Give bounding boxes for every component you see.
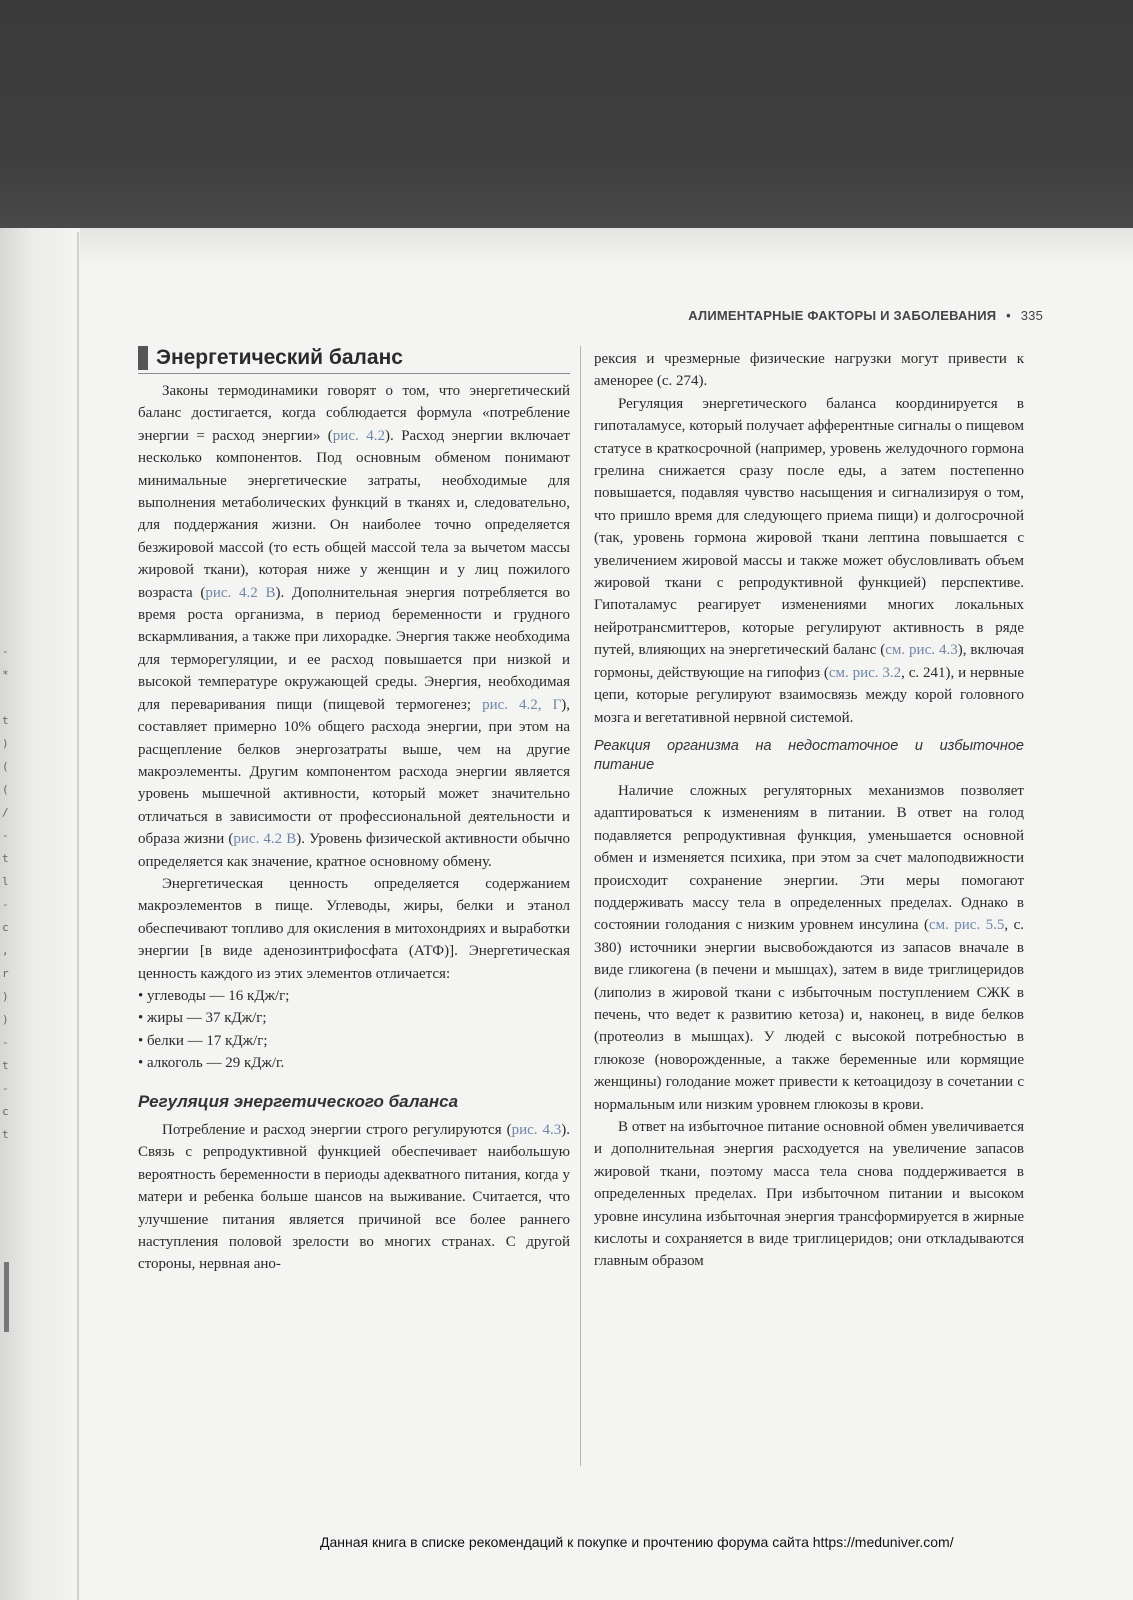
figure-ref-4-2-v-2[interactable]: рис. 4.2 В (233, 831, 297, 848)
column-divider (580, 346, 581, 1466)
paragraph-continuation: рексия и чрезмерные физические нагрузки могут привести к аменорее (с. 274). (594, 351, 1024, 390)
text-run: Регуляция энергетического баланса координируется в гипоталамусе, который получает афферентные сигналы о пищевом статусе в краткосрочной (например, уровень желудочного гормона грелина снижается сразу после еды, а затем постепенно повышается, подавляя чувство насыщения и сигнализируя о том, что пришло время для следующего приема пищи) и долгосрочной (так, уровень гормона жировой ткани лептина повышается с увеличением жировой массы и также может обусловливать объем жировой ткани с репродуктивной функцией) перспективе. Гипоталамус реагирует изменениями многих локальных нейротрансмиттеров, которые регулируют активность в ряде путей, влияющих на энергетический баланс ( (594, 395, 1024, 659)
facing-page-margin-fragments: - * t ) ( ( / - t l - c , r ) ) - t - c t (2, 645, 9, 1141)
figure-ref-4-3[interactable]: рис. 4.3 (511, 1122, 562, 1138)
figure-ref-4-2-g[interactable]: рис. 4.2, Г (482, 696, 562, 713)
section-title (138, 346, 570, 374)
text-run: ), включая гормоны, действующие на гипофиз ( (594, 642, 1024, 681)
margin-fragment-bar (4, 1262, 9, 1332)
page-top-shadow (80, 228, 1133, 268)
energy-value-list (138, 985, 570, 1075)
figure-ref-see-4-3[interactable]: см. рис. 4.3 (885, 642, 958, 659)
text-run: ). Уровень физической активности обычно определяется как значение, кратное основному обмену. (138, 831, 570, 870)
section-marker-bar (138, 346, 148, 370)
text-run: ). Дополнительная энергия потребляется во время роста организма, в период беременности и грудного вскармливания, а также при лихорадке. Энергия также необходима для терморегуляции, и ее расход повышается при низкой и высокой температуре окружающей среды. Энергия, необходимая для переваривания пищи (пищевой термогенез; (138, 584, 570, 713)
text-run: ), составляет примерно 10% общего расхода энергии, при этом на расщепление белков энергозатраты выше, чем на другие макроэлементы. Другим компонентом расхода энергии является уровень мышечной активности, который может значительно отличаться в зависимости от профессиональной деятельности и образа жизни ( (138, 696, 571, 848)
running-title: АЛИМЕНТАРНЫЕ ФАКТОРЫ И ЗАБОЛЕВАНИЯ (688, 308, 997, 323)
scanner-background (0, 0, 1133, 228)
page-number: 335 (1020, 308, 1043, 323)
figure-ref-4-2[interactable]: рис. 4.2 (332, 427, 385, 444)
paragraph-starvation (594, 780, 1024, 1116)
subsection-title-response: Реакция организма на недостаточное и избыточное питание (594, 737, 1024, 773)
running-header (688, 308, 1043, 323)
text-run: , с. 380) источники энергии высвобождаются из запасов вначале в виде гликогена (в печени и мышцах), затем в виде триглицеридов (липолиз в жировой ткани с избыточным поступлением СЖК в печень, что ведет к развитию кетоза) и, наконец, в виде белков (протеолиз в мышцах). У людей с высокой потребностью в глюкозе (новорожденные, а также беременные или кормящие женщины) голодание может привести к кетоацидозу в сочетании с нормальным или низким уровнем глюкозы в крови. (594, 917, 1024, 1113)
paragraph-overfeeding: В ответ на избыточное питание основной обмен увеличивается и дополнительная энергия расходуется на увеличение запасов жировой ткани, поэтому масса тела снова поддерживается в определенных пределах. При избыточном питании и высоком уровне инсулина избыточная энергия трансформируется в жирные кислоты и сохраняется в виде триглицеридов; они откладываются главным образом (594, 1119, 1024, 1270)
list-item: • алкоголь — 29 кДж/г. (138, 1055, 285, 1072)
subsection-title-regulation: Регуляция энергетического баланса (138, 1091, 459, 1111)
figure-ref-see-3-2[interactable]: см. рис. 3.2 (828, 664, 902, 681)
text-run: Потребление и расход энергии строго регулируются ( (162, 1122, 512, 1138)
list-item: • жиры — 37 кДж/г; (138, 1010, 267, 1027)
paragraph-energy-balance-intro (138, 380, 570, 873)
text-run: , с. 241), и нервные цепи, которые регулируют взаимосвязь между корой головного мозга и вегетативной нервной системой. (594, 664, 1024, 726)
footer-note: Данная книга в списке рекомендаций к покупке и прочтению форума сайта https://meduniver.com/ (320, 1534, 954, 1550)
figure-ref-4-2-v[interactable]: рис. 4.2 В (205, 584, 276, 601)
section-title-text: Энергетический баланс (156, 345, 403, 369)
list-item: • углеводы — 16 кДж/г; (138, 987, 290, 1004)
paragraph-energy-value: Энергетическая ценность определяется содержанием макроэлементов в пище. Углеводы, жиры, белки и этанол обеспечивают топливо для окисления в митохондриях и выработки энергии [в виде аденозинтрифосфата (АТФ)]. Энергетическая ценность каждого из этих элементов отличается: (138, 875, 570, 982)
list-item: • белки — 17 кДж/г; (138, 1032, 268, 1049)
paragraph-regulation (138, 1119, 570, 1276)
facing-page-edge (77, 232, 79, 1600)
paragraph-hypothalamus (594, 393, 1024, 729)
text-run: Наличие сложных регуляторных механизмов позволяет адаптироваться к изменениям в питании. В ответ на голод подавляется репродуктивная функция, уменьшается основной обмен и изменяется психика, при этом за счет малоподвижности происходит сохранение энергии. Эти меры помогают поддерживать массу тела в определенных пределах. Однако в состоянии голодания с низким уровнем инсулина ( (594, 782, 1024, 934)
figure-ref-see-5-5[interactable]: см. рис. 5.5 (928, 917, 1005, 934)
text-run: ). Расход энергии включает несколько компонентов. Под основным обменом понимают минимальные энергетические затраты, необходимые для выполнения метаболических функций в тканях и, следовательно, для поддержания жизни. Он наиболее точно определяется безжировой массой (то есть общей массой тела за вычетом массы жировой ткани), которая ниже у женщин и у лиц пожилого возраста ( (138, 427, 570, 601)
left-column (138, 346, 570, 1276)
text-run: Законы термодинамики говорят о том, что энергетический баланс достигается, когда соблюдается формула «потребление энергии = расход энергии» ( (138, 383, 570, 444)
header-bullet: • (1006, 308, 1011, 323)
right-column (594, 348, 1024, 1273)
text-run: ). Связь с репродуктивной функцией обеспечивает наибольшую вероятность беременности в периоды адекватного питания, когда у матери и ребенка больше шансов на выживание. Считается, что улучшение питания является причиной все более раннего наступления половой зрелости во многих странах. С другой стороны, нервная ано- (138, 1122, 571, 1273)
